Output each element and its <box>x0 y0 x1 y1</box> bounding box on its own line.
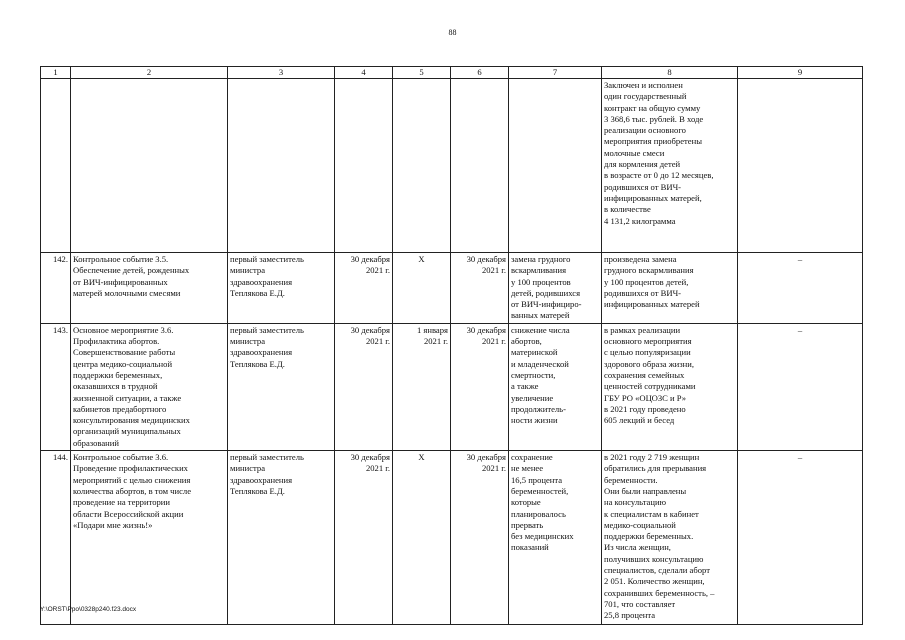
text-line: в возрасте от 0 до 12 месяцев, <box>604 170 714 181</box>
text-line: Из числа женщин, <box>604 542 671 553</box>
text-line: 2021 г. <box>481 265 506 276</box>
event-name <box>71 253 228 324</box>
text-line: ности жизни <box>511 415 558 426</box>
text-line: 30 декабря <box>350 254 390 264</box>
text-line: материнской <box>511 347 558 358</box>
text-line: Х <box>418 254 425 264</box>
text-line: 2 051. Количество женщин, <box>604 576 705 587</box>
text-line: Основное мероприятие 3.6. <box>73 324 174 335</box>
text-line: один государственный <box>604 91 687 102</box>
text-line: детей, родившихся <box>511 287 581 298</box>
text-line: первый заместитель <box>230 254 304 264</box>
note-cell <box>738 451 863 625</box>
text-line: в 2021 году 2 719 женщин <box>604 452 700 463</box>
row-number <box>41 451 71 625</box>
text-line: ценностей сотрудниками <box>604 381 696 392</box>
report-table <box>40 66 863 625</box>
text-line: 16,5 процента <box>511 474 563 485</box>
table-row <box>41 323 863 450</box>
text-line: замена грудного <box>511 254 571 264</box>
text-line: 30 декабря <box>350 452 390 463</box>
header-cell: 7 <box>509 67 602 79</box>
text-line: министра <box>230 265 266 276</box>
start-date <box>393 323 451 450</box>
text-line: произведена замена <box>604 254 677 264</box>
text-line: грудного вскармливания <box>604 265 694 276</box>
text-line: проведение на территории <box>73 497 171 508</box>
header-cell: 9 <box>738 67 863 79</box>
text-line: Профилактика абортов. <box>73 336 160 347</box>
expected-result <box>509 323 602 450</box>
text-line: Контрольное событие 3.6. <box>73 452 169 463</box>
text-line: Проведение профилактических <box>73 463 188 474</box>
text-line: снижение числа <box>511 324 570 335</box>
text-line: области Всероссийской акции <box>73 508 184 519</box>
plan-date <box>335 451 393 625</box>
text-line: у 100 процентов <box>511 276 571 287</box>
text-line: контракт на общую сумму <box>604 102 701 113</box>
text-line: смертности, <box>511 369 556 380</box>
text-line: инфицированных матерей <box>604 299 700 310</box>
text-line: министра <box>230 463 266 474</box>
result-cell <box>602 79 738 253</box>
text-line: реализации основного <box>604 125 686 136</box>
text-line: поддержки беременных. <box>604 531 694 542</box>
text-line: показаний <box>511 542 549 553</box>
start-date <box>393 451 451 625</box>
table-row <box>41 253 863 324</box>
text-line: Они были направлены <box>604 485 687 496</box>
header-cell: 4 <box>335 67 393 79</box>
text-line: получивших консультацию <box>604 553 704 564</box>
text-line: Х <box>418 452 425 463</box>
text-line: первый заместитель <box>230 324 304 335</box>
text-line: а также <box>511 381 539 392</box>
text-line: и младенческой <box>511 358 569 369</box>
text-line: 144. <box>52 452 68 463</box>
text-line: сохранивших беременность, – <box>604 587 715 598</box>
text-line: 701, что составляет <box>604 598 676 609</box>
plan-date <box>335 253 393 324</box>
text-line: медико-социальной <box>604 519 676 530</box>
text-line: сохранения семейных <box>604 369 685 380</box>
text-line: 2021 г. <box>481 463 506 474</box>
page-number: 88 <box>448 28 457 37</box>
text-line: здорового образа жизни, <box>604 358 694 369</box>
text-line: к специалистам в кабинет <box>604 508 699 519</box>
text-line: Теплякова Е.Д. <box>230 485 285 496</box>
text-line: в рамках реализации <box>604 324 681 335</box>
text-line: для кормления детей <box>604 159 681 170</box>
header-row <box>41 67 863 79</box>
text-line: Заключен и исполнен <box>604 80 683 90</box>
expected-result <box>509 451 602 625</box>
text-line: прервать <box>511 519 544 530</box>
header-cell: 6 <box>451 67 509 79</box>
text-line: инфицированных матерей, <box>604 192 702 203</box>
text-line: родившихся от ВИЧ- <box>604 287 682 298</box>
expected-result <box>509 253 602 324</box>
text-line: «Подари мне жизнь!» <box>73 519 153 530</box>
text-line: Обеспечение детей, рожденных <box>73 265 190 276</box>
actual-result <box>602 451 738 625</box>
text-line: вскармливания <box>511 265 567 276</box>
text-line: Теплякова Е.Д. <box>230 287 285 298</box>
text-line: 30 декабря <box>466 254 506 264</box>
header-cell: 5 <box>393 67 451 79</box>
text-line: 2021 г. <box>481 336 506 347</box>
end-date <box>451 253 509 324</box>
start-date <box>393 253 451 324</box>
text-line: родившихся от ВИЧ- <box>604 181 682 192</box>
text-line: 605 лекций и бесед <box>604 415 675 426</box>
text-line: матерей молочными смесями <box>73 287 181 298</box>
text-line: 4 131,2 килограмма <box>604 215 676 226</box>
text-line: образований <box>73 437 119 448</box>
text-line: консультирования медицинских <box>73 415 190 426</box>
text-line: увеличение <box>511 392 554 403</box>
text-line: министра <box>230 336 266 347</box>
text-line: на консультацию <box>604 497 666 508</box>
text-line: 142. <box>52 254 68 264</box>
text-line: 25,8 процента <box>604 610 656 621</box>
text-line: первый заместитель <box>230 452 304 463</box>
text-line: 30 декабря <box>350 324 390 335</box>
continuation-row <box>41 79 863 253</box>
text-line: здравоохранения <box>230 347 293 358</box>
text-line: кабинетов предабортного <box>73 403 167 414</box>
text-line: здравоохранения <box>230 474 293 485</box>
header-cell: 3 <box>228 67 335 79</box>
text-line: мероприятия приобретены <box>604 136 702 147</box>
text-line: 2021 г. <box>423 336 448 347</box>
text-line: не менее <box>511 463 544 474</box>
text-line: – <box>797 324 803 335</box>
text-line: сохранение <box>511 452 553 463</box>
text-line: которые <box>511 497 541 508</box>
note-cell <box>738 323 863 450</box>
actual-result <box>602 253 738 324</box>
text-line: ванных матерей <box>511 310 570 321</box>
table-row <box>41 451 863 625</box>
row-number <box>41 253 71 324</box>
text-line: Теплякова Е.Д. <box>230 358 285 369</box>
text-line: организаций муниципальных <box>73 426 181 437</box>
text-line: 3 368,6 тыс. рублей. В ходе <box>604 113 704 124</box>
text-line: 143. <box>52 324 68 335</box>
text-line: Контрольное событие 3.5. <box>73 254 169 264</box>
text-line: – <box>797 254 803 264</box>
text-line: 2021 г. <box>365 265 390 276</box>
text-line: 2021 г. <box>365 463 390 474</box>
text-line: абортов, <box>511 336 542 347</box>
responsible-person <box>228 451 335 625</box>
header-cell: 8 <box>602 67 738 79</box>
plan-date <box>335 323 393 450</box>
text-line: в количестве <box>604 204 651 215</box>
text-line: с целью популяризации <box>604 347 691 358</box>
text-line: поддержки беременных, <box>73 369 163 380</box>
text-line: количества абортов, в том числе <box>73 485 192 496</box>
end-date <box>451 323 509 450</box>
event-name <box>71 451 228 625</box>
text-line: Совершенствование работы <box>73 347 176 358</box>
text-line: у 100 процентов детей, <box>604 276 689 287</box>
text-line: планировалось <box>511 508 566 519</box>
text-line: мероприятий с целью снижения <box>73 474 191 485</box>
text-line: здравоохранения <box>230 276 293 287</box>
note-cell <box>738 253 863 324</box>
text-line: – <box>797 452 803 463</box>
event-name <box>71 323 228 450</box>
text-line: без медицинских <box>511 531 574 542</box>
header-cell: 1 <box>41 67 71 79</box>
text-line: 1 января <box>416 324 448 335</box>
end-date <box>451 451 509 625</box>
text-line: жизненной ситуации, а также <box>73 392 182 403</box>
text-line: специалистов, сделали аборт <box>604 565 710 576</box>
text-line: оказавшихся в трудной <box>73 381 158 392</box>
text-line: в 2021 году проведено <box>604 403 686 414</box>
responsible-person <box>228 323 335 450</box>
text-line: беременностей, <box>511 485 569 496</box>
text-line: продолжитель- <box>511 403 566 414</box>
actual-result <box>602 323 738 450</box>
file-path-footer: Y:\ORST\Ppo\0328p240.f23.docx <box>40 606 137 613</box>
text-line: от ВИЧ-инфициро- <box>511 299 582 310</box>
text-line: 30 декабря <box>466 324 506 335</box>
responsible-person <box>228 253 335 324</box>
text-line: молочные смеси <box>604 147 665 158</box>
text-line: 30 декабря <box>466 452 506 463</box>
header-cell: 2 <box>71 67 228 79</box>
text-line: центра медико-социальной <box>73 358 173 369</box>
text-line: беременности. <box>604 474 658 485</box>
text-line: основного мероприятия <box>604 336 692 347</box>
text-line: 2021 г. <box>365 336 390 347</box>
row-number <box>41 323 71 450</box>
text-line: от ВИЧ-инфицированных <box>73 276 168 287</box>
text-line: ГБУ РО «ОЦОЗС и Р» <box>604 392 687 403</box>
text-line: обратились для прерывания <box>604 463 707 474</box>
